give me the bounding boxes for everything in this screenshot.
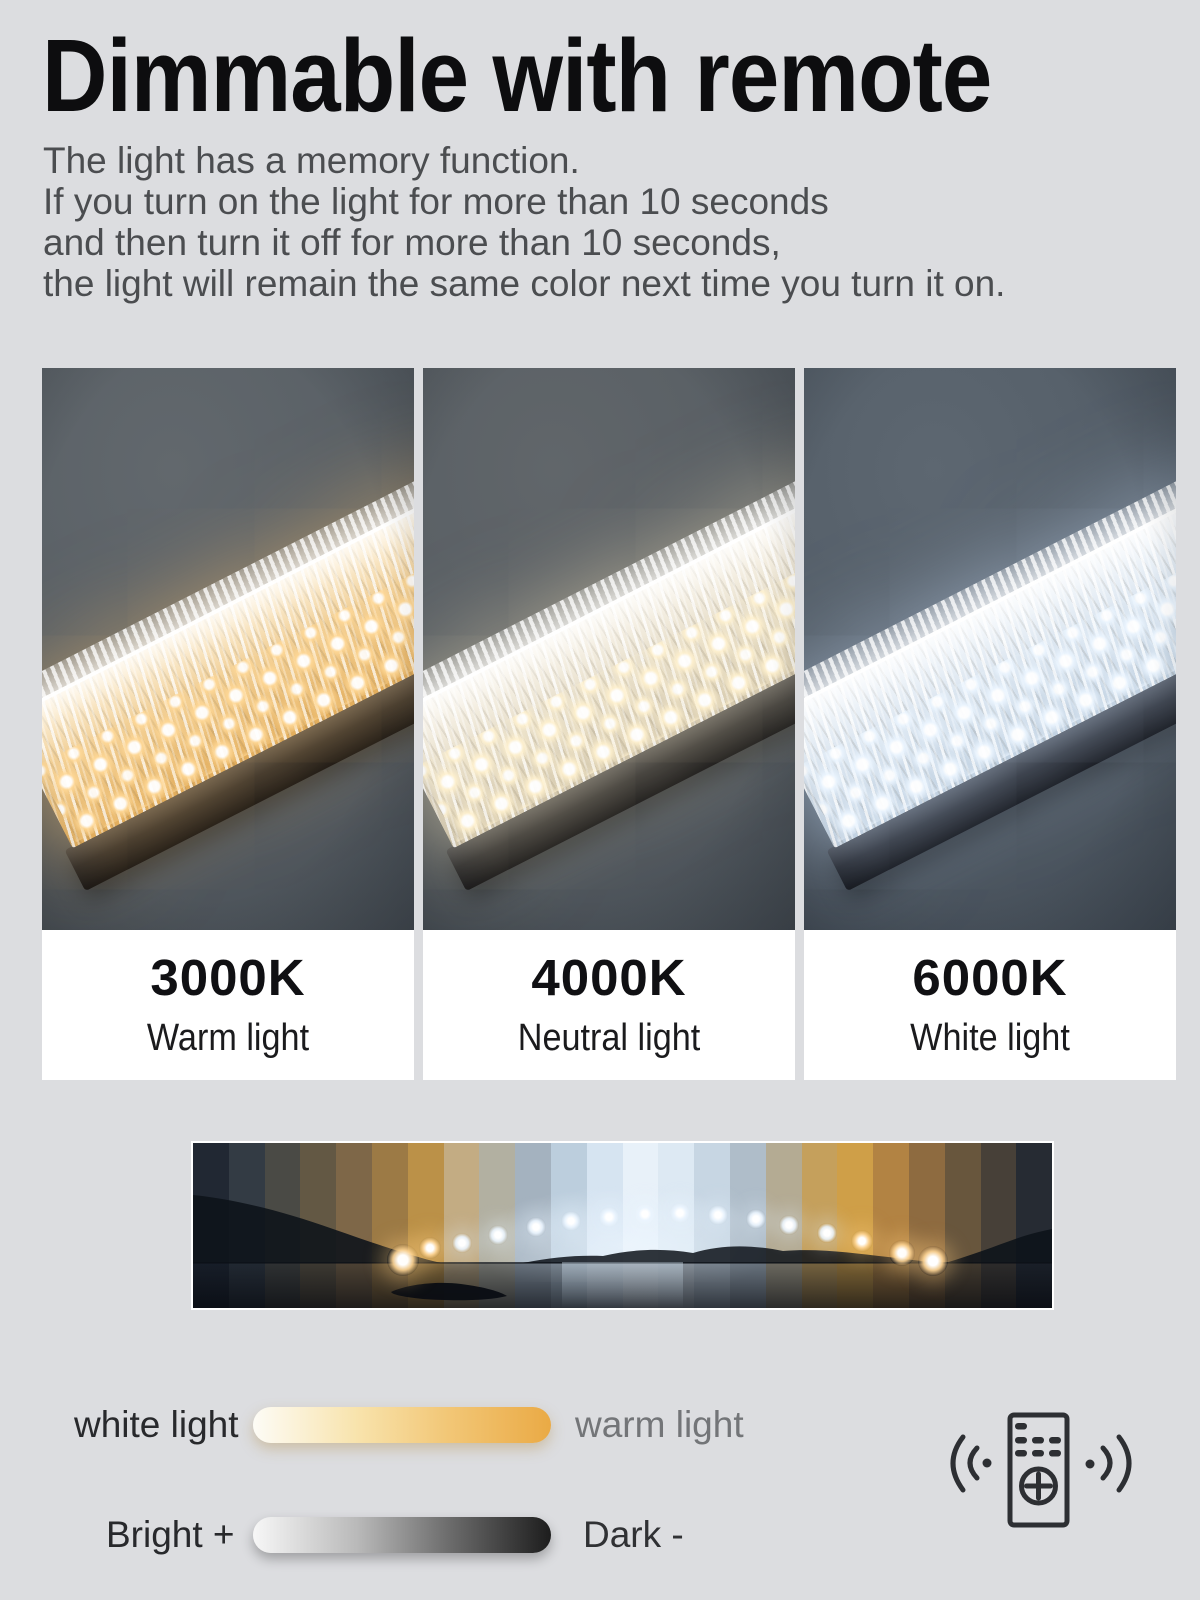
- sun-glow-dot: [561, 1211, 581, 1231]
- signal-wave-icon: [1103, 1448, 1110, 1478]
- page-title: Dimmable with remote: [42, 18, 992, 133]
- sun-glow-dot: [599, 1207, 619, 1227]
- light-type-label: White light: [910, 1017, 1070, 1059]
- color-temperature-slider-bar: [253, 1407, 551, 1443]
- brightness-slider-bar: [253, 1517, 551, 1553]
- card-6000k: [804, 368, 1176, 1080]
- intro-line-2: If you turn on the light for more than 10 seconds: [43, 181, 829, 222]
- lamp-photo-white: [804, 368, 1176, 930]
- caption-6000k: [804, 930, 1176, 1080]
- white-light-label: white light: [74, 1404, 239, 1445]
- caption-4000k: [423, 930, 795, 1080]
- remote-button: [1049, 1450, 1061, 1457]
- lamp-photo-neutral: [423, 368, 795, 930]
- remote-button: [1049, 1437, 1061, 1444]
- kelvin-value: 4000K: [531, 949, 687, 1006]
- remote-control-icon: [935, 1395, 1147, 1545]
- remote-button: [1032, 1450, 1044, 1457]
- sun-glow-dot: [387, 1244, 419, 1276]
- sun-arc-lights: [193, 1143, 1052, 1308]
- remote-button: [1032, 1437, 1044, 1444]
- sun-glow-dot: [635, 1204, 655, 1224]
- sun-glow-dot: [889, 1240, 915, 1266]
- remote-button: [1015, 1423, 1027, 1430]
- color-temperature-cards: [42, 368, 1176, 1080]
- sun-glow-dot: [851, 1230, 873, 1252]
- card-4000k: [423, 368, 795, 1080]
- intro-paragraph: [43, 140, 1005, 304]
- remote-button: [1015, 1437, 1027, 1444]
- color-temperature-strip: [191, 1141, 1054, 1310]
- intro-line-4: the light will remain the same color next time you turn it on.: [43, 263, 1006, 304]
- intro-line-3: and then turn it off for more than 10 seconds,: [43, 222, 781, 263]
- signal-wave-icon: [1119, 1437, 1129, 1490]
- sun-glow-dot: [918, 1246, 948, 1276]
- sun-glow-dot: [708, 1205, 728, 1225]
- kelvin-value: 6000K: [912, 949, 1068, 1006]
- signal-dot-icon: [983, 1459, 992, 1468]
- sun-glow-dot: [670, 1203, 690, 1223]
- intro-line-1: The light has a memory function.: [43, 140, 580, 181]
- sun-glow-dot: [746, 1209, 766, 1229]
- sun-glow-dot: [452, 1233, 472, 1253]
- warm-light-label: warm light: [575, 1404, 744, 1445]
- lamp-photo-warm: [42, 368, 414, 930]
- signal-wave-icon: [970, 1448, 977, 1478]
- remote-button: [1015, 1450, 1027, 1457]
- crystal-lamp-neutral: [423, 480, 795, 904]
- sun-glow-dot: [779, 1215, 799, 1235]
- signal-dot-icon: [1086, 1460, 1095, 1469]
- sun-glow-dot: [419, 1237, 441, 1259]
- sun-glow-dot: [817, 1223, 837, 1243]
- card-3000k: [42, 368, 414, 1080]
- crystal-lamp-white: [804, 480, 1176, 904]
- crystal-lamp-warm: [42, 480, 414, 904]
- caption-3000k: [42, 930, 414, 1080]
- sun-glow-dot: [526, 1217, 546, 1237]
- signal-wave-icon: [953, 1437, 963, 1490]
- light-type-label: Neutral light: [517, 1017, 701, 1059]
- kelvin-value: 3000K: [150, 949, 306, 1006]
- light-type-label: Warm light: [146, 1017, 310, 1059]
- bright-label: Bright +: [106, 1514, 235, 1555]
- dark-label: Dark -: [583, 1514, 684, 1555]
- sun-glow-dot: [488, 1225, 508, 1245]
